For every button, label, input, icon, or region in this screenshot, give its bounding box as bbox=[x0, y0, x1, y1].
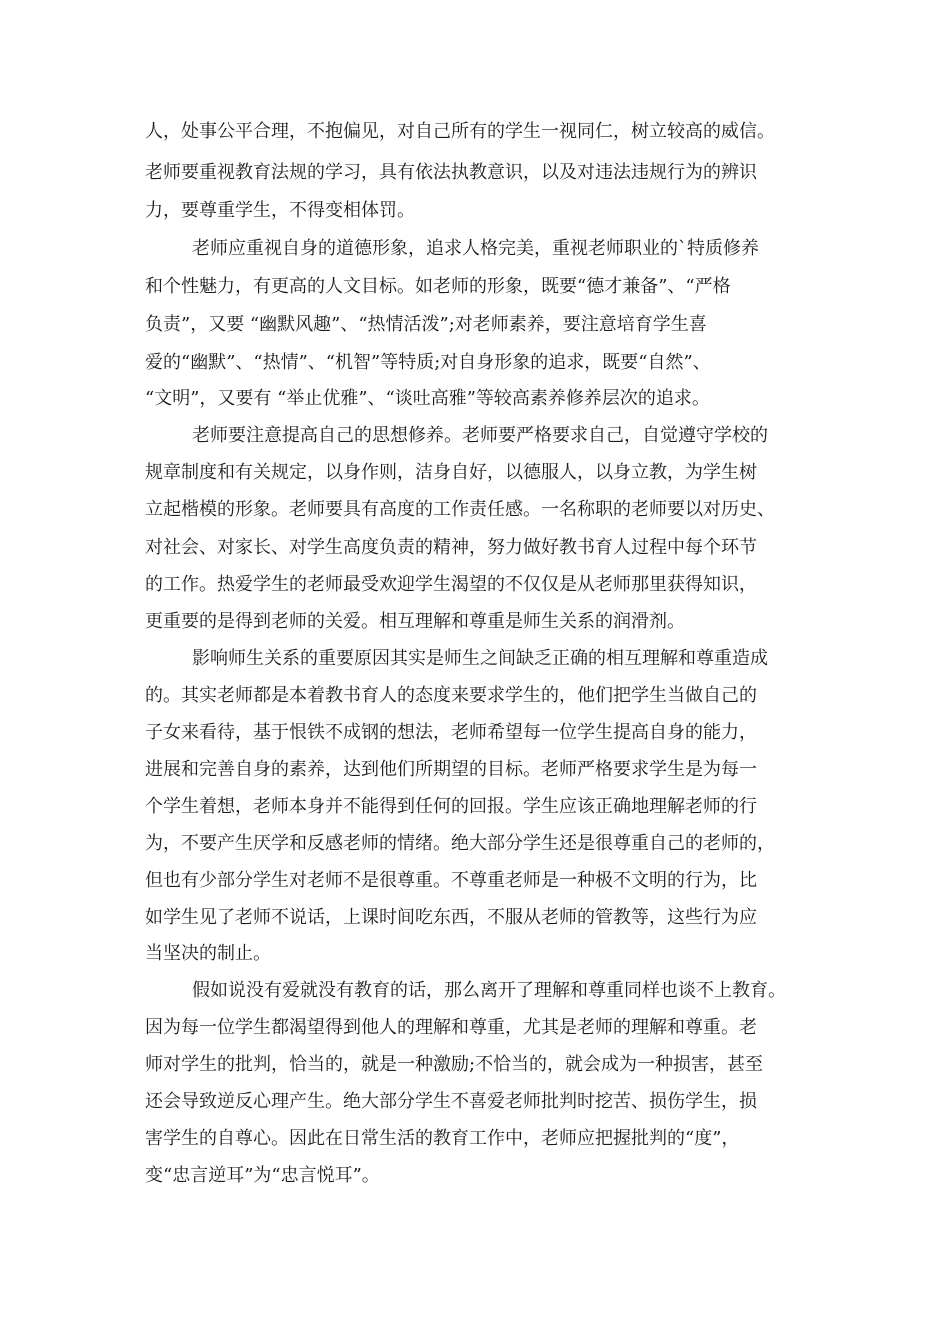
text-line: 但也有少部分学生对老师不是很尊重。不尊重老师是一种极不文明的行为，比 bbox=[145, 870, 757, 891]
text-line: 老师要重视教育法规的学习，具有依法执教意识，以及对违法违规行为的辨识 bbox=[145, 162, 757, 183]
text-line: 和个性魅力，有更高的人文目标。如老师的形象，既要“德才兼备”、“严格 bbox=[145, 276, 731, 297]
paragraph-first-line: 老师应重视自身的道德形象，追求人格完美，重视老师职业的`特质修养 bbox=[192, 238, 759, 259]
text-line: 进展和完善自身的素养，达到他们所期望的目标。老师严格要求学生是为每一 bbox=[145, 759, 757, 780]
text-line: 当坚决的制止。 bbox=[145, 943, 271, 964]
text-line: 变“忠言逆耳”为“忠言悦耳”。 bbox=[145, 1165, 380, 1186]
text-line: 如学生见了老师不说话，上课时间吃东西，不服从老师的管教等，这些行为应 bbox=[145, 907, 757, 928]
text-line: 爱的“幽默”、“热情”、“机智”等特质;对自身形象的追求，既要“自然”、 bbox=[145, 352, 711, 373]
text-line: 的。其实老师都是本着教书育人的态度来要求学生的，他们把学生当做自己的 bbox=[145, 685, 757, 706]
text-line: “文明”，又要有 “举止优雅”、“谈吐高雅”等较高素养修养层次的追求。 bbox=[145, 388, 710, 409]
text-line: 害学生的自尊心。因此在日常生活的教育工作中，老师应把握批判的“度”， bbox=[145, 1128, 740, 1149]
text-line: 的工作。热爱学生的老师最受欢迎学生渴望的不仅仅是从老师那里获得知识， bbox=[145, 574, 757, 595]
text-line: 子女来看待，基于恨铁不成钢的想法，老师希望每一位学生提高自身的能力， bbox=[145, 722, 757, 743]
text-line: 还会导致逆反心理产生。绝大部分学生不喜爱老师批判时挖苦、损伤学生，损 bbox=[145, 1091, 757, 1112]
text-line: 规章制度和有关规定，以身作则，洁身自好，以德服人，以身立教，为学生树 bbox=[145, 462, 757, 483]
text-line: 师对学生的批判，恰当的，就是一种激励;不恰当的，就会成为一种损害，甚至 bbox=[145, 1054, 764, 1075]
text-line: 力，要尊重学生，不得变相体罚。 bbox=[145, 200, 415, 221]
paragraph-first-line: 影响师生关系的重要原因其实是师生之间缺乏正确的相互理解和尊重造成 bbox=[192, 648, 768, 669]
text-line: 个学生着想，老师本身并不能得到任何的回报。学生应该正确地理解老师的行 bbox=[145, 796, 757, 817]
text-line: 立起楷模的形象。老师要具有高度的工作责任感。一名称职的老师要以对历史、 bbox=[145, 499, 775, 520]
text-line: 因为每一位学生都渴望得到他人的理解和尊重，尤其是老师的理解和尊重。老 bbox=[145, 1017, 757, 1038]
text-line: 更重要的是得到老师的关爱。相互理解和尊重是师生关系的润滑剂。 bbox=[145, 611, 685, 632]
text-line: 人，处事公平合理，不抱偏见，对自己所有的学生一视同仁，树立较高的威信。 bbox=[145, 121, 775, 142]
paragraph-first-line: 老师要注意提高自己的思想修养。老师要严格要求自己，自觉遵守学校的 bbox=[192, 425, 768, 446]
text-line: 为，不要产生厌学和反感老师的情绪。绝大部分学生还是很尊重自己的老师的， bbox=[145, 833, 775, 854]
text-line: 对社会、对家长、对学生高度负责的精神，努力做好教书育人过程中每个环节 bbox=[145, 537, 757, 558]
text-line: 负责”，又要 “幽默风趣”、“热情活泼”;对老师素养，要注意培育学生喜 bbox=[145, 314, 707, 335]
paragraph-first-line: 假如说没有爱就没有教育的话，那么离开了理解和尊重同样也谈不上教育。 bbox=[192, 980, 786, 1001]
